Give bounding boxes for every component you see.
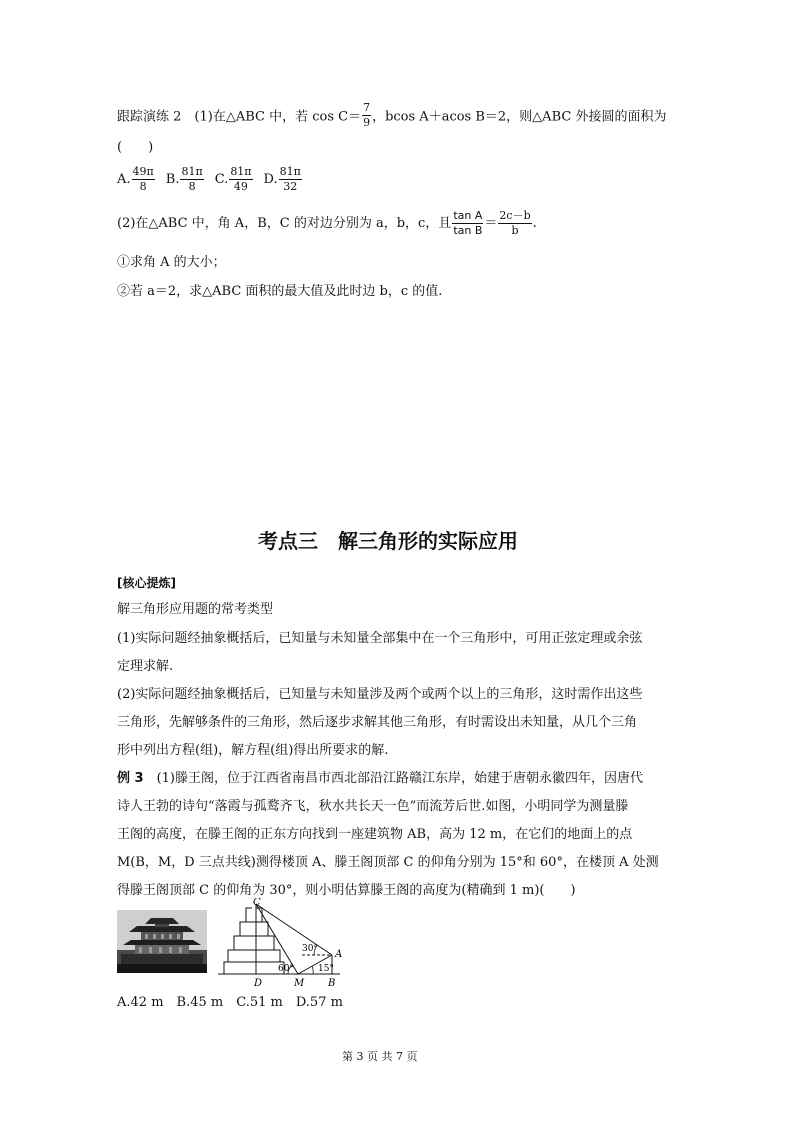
part2-end: . <box>532 215 537 231</box>
core-p2-line1: (2)实际问题经抽象概括后，已知量与未知量涉及两个或两个以上的三角形，这时需作出这些 <box>117 687 643 702</box>
core-title: 解三角形应用题的常考类型 <box>117 602 274 617</box>
core-p1-line1: (1)实际问题经抽象概括后，已知量与未知量全部集中在一个三角形中，可用正弦定理或余弦 <box>117 631 643 646</box>
section-title: 考点三 解三角形的实际应用 <box>258 529 518 553</box>
core-p1-line2: 定理求解. <box>117 659 174 674</box>
example3-line4: M(B，M，D 三点共线)测得楼顶 A、滕王阁顶部 C 的仰角分别为 15°和 60°，在楼顶 A 处测 <box>117 855 659 870</box>
example3-line1-text: (1)滕王阁，位于江西省南昌市西北部沿江路赣江东岸，始建于唐朝永徽四年，因唐代 <box>143 771 643 786</box>
label-angle60: 60° <box>278 964 294 974</box>
geometry-diagram <box>214 898 354 990</box>
option-b: B. $\frac{81\pi}{8}$ <box>165 165 203 193</box>
label-b: B <box>328 978 336 989</box>
example3-line3: 王阁的高度，在滕王阁的正东方向找到一座建筑物 AB，高为 12 m，在它们的地面上的点 <box>117 827 633 842</box>
example3-line1 <box>117 772 643 785</box>
example3-line5: 得滕王阁顶部 C 的仰角为 30°，则小明估算滕王阁的高度为(精确到 1 m)( ) <box>117 883 576 898</box>
label-m: M <box>294 978 305 989</box>
option-d: D. $\frac{81\pi}{32}$ <box>263 165 301 193</box>
core-p2-line2: 三角形，先解够条件的三角形，然后逐步求解其他三角形，有时需设出未知量，从几个三角 <box>117 715 638 730</box>
label-angle30: 30° <box>302 944 318 954</box>
label-angle15: 15° <box>318 964 334 974</box>
example3-label: 例 3 <box>117 771 144 786</box>
cos-denominator: 9 <box>363 115 371 129</box>
exercise2-q1: ①求角 A 的大小； <box>117 255 226 270</box>
example3-line2: 诗人王勃的诗句“落霞与孤鹜齐飞，秋水共长天一色”而流芳后世.如图，小明同学为测量滕 <box>117 799 629 814</box>
pavilion-photo-art <box>117 910 207 973</box>
exercise2-intro-rest: ，bcos A＋acos B＝2，则△ABC 外接圆的面积为 <box>372 109 667 125</box>
label-a: A <box>335 949 343 960</box>
exercise2-line1 <box>117 101 667 130</box>
exercise2-options <box>117 166 303 192</box>
option-c: C. $\frac{81\pi}{49}$ <box>214 165 252 193</box>
cos-fraction <box>362 102 371 128</box>
label-c: C <box>253 898 261 908</box>
label-d: D <box>254 978 263 989</box>
part2-eq: ＝ <box>484 215 498 231</box>
core-label: [核心提炼] <box>117 576 176 590</box>
cos-numerator: 7 <box>363 101 371 114</box>
core-p2-line3: 形中列出方程(组)，解方程(组)得出所要求的解. <box>117 743 389 758</box>
option-a: A. $\frac{49\pi}{8}$ <box>117 165 154 193</box>
example3-options: A.42 m B.45 m C.51 m D.57 m <box>117 995 343 1010</box>
tan-fraction: $\frac{\text{tan A}}{\text{tan B}}$ <box>453 209 483 237</box>
exercise2-paren: ( ) <box>117 140 154 155</box>
exercise2-q2: ②若 a＝2，求△ABC 面积的最大值及此时边 b，c 的值. <box>117 284 443 299</box>
exercise2-part2 <box>117 210 537 236</box>
part2-intro: (2)在△ABC 中，角 A，B，C 的对边分别为 a，b，c，且 <box>117 215 452 231</box>
page-footer: 第 3 页 共 7 页 <box>342 1050 418 1063</box>
exercise2-intro: 跟踪演练 2 (1)在△ABC 中，若 cos C＝ <box>117 109 362 125</box>
ratio-fraction: $\frac{2c-b}{b}$ <box>499 209 531 237</box>
pavilion-photo <box>117 910 207 973</box>
